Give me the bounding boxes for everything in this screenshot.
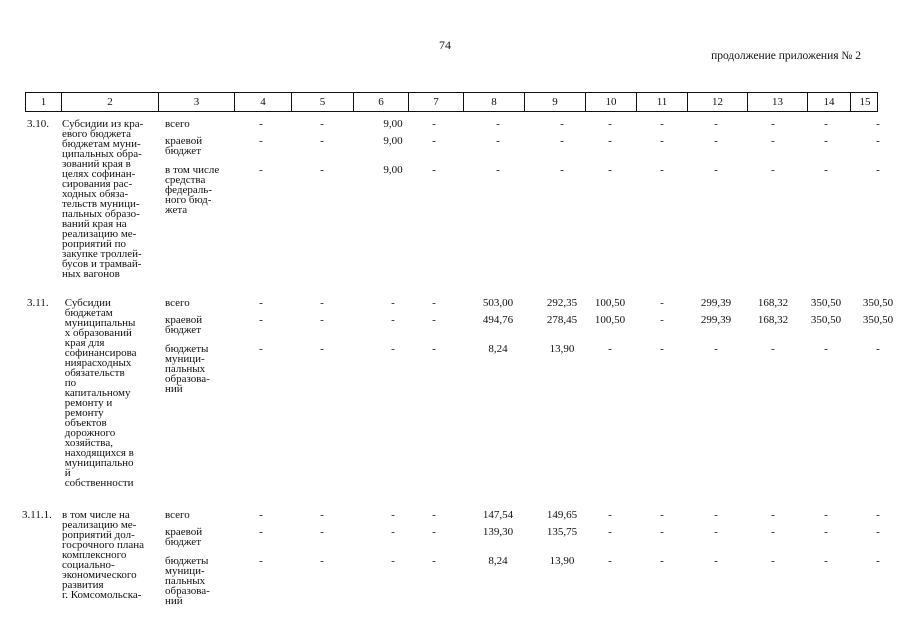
value-cell: - (432, 509, 436, 521)
value-cell: - (259, 343, 263, 355)
value-cell: - (391, 555, 395, 567)
value-cell: - (320, 509, 324, 521)
value-cell: - (259, 297, 263, 309)
value-cell: - (259, 509, 263, 521)
value-cell: - (391, 509, 395, 521)
row-description: Субсидии из кра- евого бюджета бюджетам муни- ципальных обра- зований края в целях софинан- сирования рас- ходных обяза- тельств муници- пальных образо- ваний края на реализацию ме- роприятий по закупке троллей- бусов и трамвай- ных вагонов (62, 118, 144, 280)
value-cell: 350,50 (862, 297, 894, 309)
value-cell: 299,39 (700, 297, 732, 309)
value-cell: 100,50 (594, 314, 626, 326)
value-cell: 168,32 (757, 314, 789, 326)
value-cell: - (560, 135, 564, 147)
value-cell: - (660, 343, 664, 355)
value-cell: - (320, 135, 324, 147)
value-cell: - (714, 135, 718, 147)
row-number: 3.10. (27, 118, 49, 130)
value-cell: - (608, 164, 612, 176)
value-cell: 9,00 (383, 135, 403, 147)
value-cell: - (320, 297, 324, 309)
value-cell: - (391, 526, 395, 538)
value-cell: - (560, 118, 564, 130)
funding-source-label: краевой бюджет (165, 314, 203, 336)
value-cell: - (391, 314, 395, 326)
value-cell: 13,90 (549, 555, 575, 567)
funding-source-label: в том числе средства федераль- ного бюд- жета (165, 164, 220, 216)
value-cell: - (660, 314, 664, 326)
value-cell: - (771, 118, 775, 130)
value-cell: 503,00 (482, 297, 514, 309)
value-cell: 278,45 (546, 314, 578, 326)
value-cell: - (320, 118, 324, 130)
funding-source-label: бюджеты муници- пальных образова- ний (165, 343, 210, 395)
value-cell: 8,24 (488, 555, 508, 567)
value-cell: - (876, 526, 880, 538)
value-cell: - (320, 314, 324, 326)
value-cell: - (876, 118, 880, 130)
row-number: 3.11.1. (22, 509, 52, 521)
value-cell: - (824, 526, 828, 538)
value-cell: - (432, 343, 436, 355)
header-col-12: 12 (687, 93, 747, 111)
value-cell: - (432, 164, 436, 176)
value-cell: - (660, 135, 664, 147)
value-cell: 8,24 (488, 343, 508, 355)
value-cell: - (496, 118, 500, 130)
value-cell: 350,50 (810, 314, 842, 326)
continuation-label: продолжение приложения № 2 (711, 50, 861, 62)
value-cell: - (608, 509, 612, 521)
value-cell: - (714, 526, 718, 538)
value-cell: 139,30 (482, 526, 514, 538)
header-col-14: 14 (807, 93, 850, 111)
value-cell: - (320, 555, 324, 567)
header-col-13: 13 (747, 93, 807, 111)
header-col-11: 11 (636, 93, 687, 111)
value-cell: 350,50 (810, 297, 842, 309)
value-cell: - (608, 135, 612, 147)
value-cell: - (824, 509, 828, 521)
header-col-3: 3 (158, 93, 234, 111)
row-description: в том числе на реализацию ме- роприятий дол- госрочного плана комплексного социально- экономического развития г. Комсомольска- (62, 509, 145, 601)
header-col-8: 8 (463, 93, 524, 111)
value-cell: 135,75 (546, 526, 578, 538)
header-col-4: 4 (234, 93, 291, 111)
funding-source-label: всего (165, 118, 190, 130)
value-cell: - (771, 555, 775, 567)
header-col-1: 1 (40, 96, 47, 108)
page-number: 74 (439, 38, 451, 52)
value-cell: - (660, 526, 664, 538)
value-cell: - (660, 297, 664, 309)
value-cell: 292,35 (546, 297, 578, 309)
value-cell: - (824, 135, 828, 147)
value-cell: - (608, 343, 612, 355)
funding-source-label: всего (165, 297, 190, 309)
value-cell: - (660, 555, 664, 567)
value-cell: - (432, 118, 436, 130)
row-number: 3.11. (27, 297, 49, 309)
value-cell: - (432, 297, 436, 309)
value-cell: - (771, 526, 775, 538)
value-cell: - (496, 164, 500, 176)
value-cell: - (714, 509, 718, 521)
funding-source-label: бюджеты муници- пальных образова- ний (165, 555, 210, 607)
value-cell: 299,39 (700, 314, 732, 326)
value-cell: - (771, 164, 775, 176)
value-cell: 100,50 (594, 297, 626, 309)
value-cell: - (560, 164, 564, 176)
value-cell: - (771, 343, 775, 355)
value-cell: - (660, 164, 664, 176)
value-cell: - (771, 509, 775, 521)
header-col-15: 15 (850, 93, 879, 111)
value-cell: - (432, 555, 436, 567)
value-cell: 350,50 (862, 314, 894, 326)
header-col-2: 2 (61, 93, 158, 111)
value-cell: - (714, 555, 718, 567)
value-cell: 9,00 (383, 118, 403, 130)
header-col-6: 6 (353, 93, 408, 111)
value-cell: - (714, 164, 718, 176)
value-cell: - (432, 314, 436, 326)
value-cell: - (876, 343, 880, 355)
value-cell: - (496, 135, 500, 147)
value-cell: 147,54 (482, 509, 514, 521)
value-cell: - (391, 297, 395, 309)
value-cell: - (259, 555, 263, 567)
value-cell: - (660, 509, 664, 521)
value-cell: - (608, 555, 612, 567)
value-cell: - (714, 118, 718, 130)
value-cell: - (320, 164, 324, 176)
value-cell: 494,76 (482, 314, 514, 326)
funding-source-label: краевой бюджет (165, 135, 203, 157)
value-cell: 9,00 (383, 164, 403, 176)
header-col-10: 10 (585, 93, 636, 111)
value-cell: - (876, 509, 880, 521)
value-cell: - (824, 343, 828, 355)
value-cell: 168,32 (757, 297, 789, 309)
value-cell: - (608, 526, 612, 538)
value-cell: - (876, 164, 880, 176)
header-col-7: 7 (408, 93, 463, 111)
value-cell: - (391, 343, 395, 355)
value-cell: - (320, 526, 324, 538)
table-header (25, 92, 878, 112)
value-cell: - (608, 118, 612, 130)
value-cell: - (824, 164, 828, 176)
value-cell: - (876, 135, 880, 147)
value-cell: - (259, 118, 263, 130)
value-cell: - (876, 555, 880, 567)
header-col-5: 5 (291, 93, 353, 111)
header-col-9: 9 (524, 93, 585, 111)
value-cell: - (771, 135, 775, 147)
value-cell: - (259, 314, 263, 326)
value-cell: 13,90 (549, 343, 575, 355)
value-cell: - (432, 526, 436, 538)
value-cell: - (824, 118, 828, 130)
value-cell: - (259, 526, 263, 538)
value-cell: 149,65 (546, 509, 578, 521)
value-cell: - (259, 135, 263, 147)
value-cell: - (824, 555, 828, 567)
value-cell: - (432, 135, 436, 147)
value-cell: - (259, 164, 263, 176)
funding-source-label: краевой бюджет (165, 526, 203, 548)
funding-source-label: всего (165, 509, 190, 521)
value-cell: - (660, 118, 664, 130)
value-cell: - (320, 343, 324, 355)
row-description: Субсидии бюджетам муниципальны х образований края для софинансирова ниярасходных обязательств по капитальному ремонту и ремонту объектов дорожного хозяйства, находящихся в муниципально й собственности (64, 297, 137, 489)
value-cell: - (714, 343, 718, 355)
